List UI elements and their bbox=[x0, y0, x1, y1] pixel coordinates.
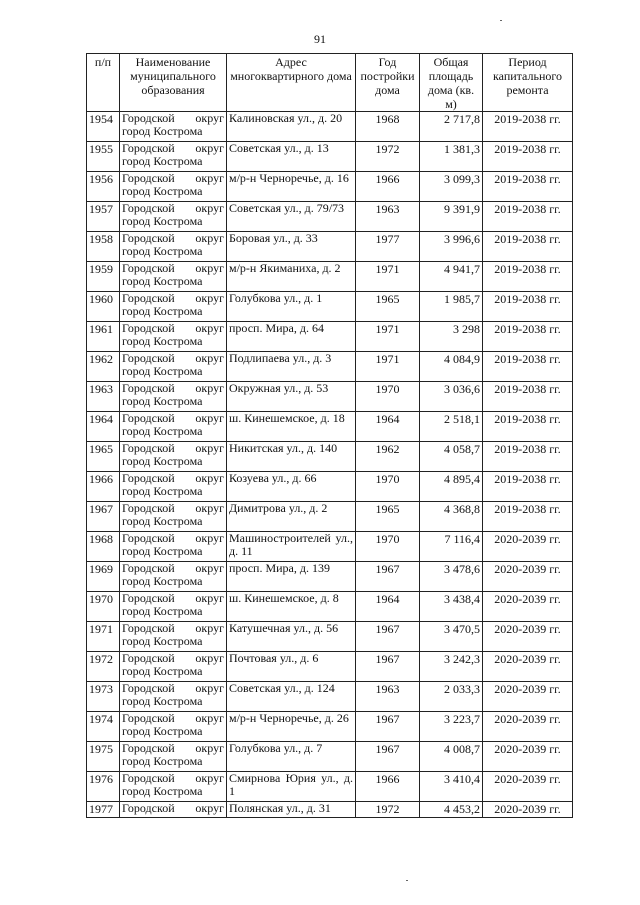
muni-city: город Кострома bbox=[122, 364, 203, 378]
muni-word-1: Городской bbox=[122, 771, 175, 785]
row-period: 2020-2039 гг. bbox=[483, 712, 573, 742]
muni-word-2: округ bbox=[195, 141, 224, 155]
muni-word-2: округ bbox=[195, 201, 224, 215]
muni-word-1: Городской bbox=[122, 441, 175, 455]
row-year: 1970 bbox=[356, 532, 420, 562]
row-number: 1964 bbox=[87, 412, 120, 442]
table-row bbox=[87, 742, 573, 772]
row-municipality bbox=[120, 322, 227, 352]
row-address: м/р-н Черноречье, д. 26 bbox=[227, 712, 356, 742]
row-area: 4 084,9 bbox=[420, 352, 483, 382]
row-year: 1964 bbox=[356, 592, 420, 622]
table-row bbox=[87, 712, 573, 742]
page-number: 91 bbox=[314, 32, 326, 46]
row-year: 1977 bbox=[356, 232, 420, 262]
table-body bbox=[87, 112, 573, 818]
row-municipality bbox=[120, 502, 227, 532]
row-year: 1970 bbox=[356, 382, 420, 412]
row-year: 1967 bbox=[356, 712, 420, 742]
row-number: 1973 bbox=[87, 682, 120, 712]
muni-word-1: Городской bbox=[122, 741, 175, 755]
row-municipality bbox=[120, 202, 227, 232]
row-period: 2020-2039 гг. bbox=[483, 592, 573, 622]
muni-word-1: Городской bbox=[122, 111, 175, 125]
muni-city: город Кострома bbox=[122, 724, 203, 738]
muni-city: город Кострома bbox=[122, 184, 203, 198]
row-year: 1964 bbox=[356, 412, 420, 442]
row-address: Советская ул., д. 13 bbox=[227, 142, 356, 172]
table-row bbox=[87, 802, 573, 818]
muni-city: город Кострома bbox=[122, 784, 203, 798]
row-area: 3 996,6 bbox=[420, 232, 483, 262]
table-row bbox=[87, 592, 573, 622]
row-number: 1971 bbox=[87, 622, 120, 652]
muni-word-2: округ bbox=[195, 801, 224, 815]
row-number: 1976 bbox=[87, 772, 120, 802]
table-row bbox=[87, 322, 573, 352]
muni-word-1: Городской bbox=[122, 261, 175, 275]
muni-word-1: Городской bbox=[122, 681, 175, 695]
row-number: 1974 bbox=[87, 712, 120, 742]
row-number: 1960 bbox=[87, 292, 120, 322]
muni-city: город Кострома bbox=[122, 454, 203, 468]
muni-word-2: округ bbox=[195, 531, 224, 545]
row-area: 7 116,4 bbox=[420, 532, 483, 562]
table-row bbox=[87, 142, 573, 172]
row-address: просп. Мира, д. 139 bbox=[227, 562, 356, 592]
muni-word-1: Городской bbox=[122, 171, 175, 185]
table-row bbox=[87, 622, 573, 652]
row-address: Советская ул., д. 124 bbox=[227, 682, 356, 712]
row-year: 1967 bbox=[356, 562, 420, 592]
row-municipality bbox=[120, 142, 227, 172]
row-period: 2020-2039 гг. bbox=[483, 802, 573, 818]
table-row bbox=[87, 292, 573, 322]
row-year: 1962 bbox=[356, 442, 420, 472]
row-number: 1968 bbox=[87, 532, 120, 562]
muni-word-1: Городской bbox=[122, 141, 175, 155]
row-area: 4 453,2 bbox=[420, 802, 483, 818]
muni-city: город Кострома bbox=[122, 694, 203, 708]
row-area: 4 008,7 bbox=[420, 742, 483, 772]
row-period: 2020-2039 гг. bbox=[483, 742, 573, 772]
muni-word-2: округ bbox=[195, 381, 224, 395]
header-municipality: Наименование муниципального образования bbox=[120, 54, 227, 112]
table-row bbox=[87, 412, 573, 442]
row-year: 1971 bbox=[356, 322, 420, 352]
table-row bbox=[87, 562, 573, 592]
row-municipality bbox=[120, 382, 227, 412]
row-address: просп. Мира, д. 64 bbox=[227, 322, 356, 352]
table-row bbox=[87, 652, 573, 682]
row-number: 1957 bbox=[87, 202, 120, 232]
row-number: 1958 bbox=[87, 232, 120, 262]
row-number: 1961 bbox=[87, 322, 120, 352]
row-period: 2020-2039 гг. bbox=[483, 532, 573, 562]
row-period: 2019-2038 гг. bbox=[483, 292, 573, 322]
row-year: 1967 bbox=[356, 742, 420, 772]
housing-registry-table bbox=[86, 53, 573, 818]
row-municipality bbox=[120, 232, 227, 262]
table-row bbox=[87, 502, 573, 532]
row-address: ш. Кинешемское, д. 18 bbox=[227, 412, 356, 442]
row-year: 1972 bbox=[356, 802, 420, 818]
row-year: 1963 bbox=[356, 202, 420, 232]
muni-word-2: округ bbox=[195, 711, 224, 725]
row-number: 1972 bbox=[87, 652, 120, 682]
row-year: 1965 bbox=[356, 292, 420, 322]
row-number: 1959 bbox=[87, 262, 120, 292]
muni-city: город Кострома bbox=[122, 244, 203, 258]
muni-word-1: Городской bbox=[122, 351, 175, 365]
row-area: 2 717,8 bbox=[420, 112, 483, 142]
row-area: 1 985,7 bbox=[420, 292, 483, 322]
muni-word-1: Городской bbox=[122, 321, 175, 335]
row-period: 2019-2038 гг. bbox=[483, 382, 573, 412]
muni-city: город Кострома bbox=[122, 574, 203, 588]
scan-speck bbox=[406, 880, 408, 881]
row-number: 1963 bbox=[87, 382, 120, 412]
muni-word-2: округ bbox=[195, 741, 224, 755]
row-area: 4 368,8 bbox=[420, 502, 483, 532]
row-period: 2019-2038 гг. bbox=[483, 262, 573, 292]
table-row bbox=[87, 382, 573, 412]
row-period: 2019-2038 гг. bbox=[483, 112, 573, 142]
row-address: Катушечная ул., д. 56 bbox=[227, 622, 356, 652]
row-address: Калиновская ул., д. 20 bbox=[227, 112, 356, 142]
row-number: 1966 bbox=[87, 472, 120, 502]
muni-word-2: округ bbox=[195, 291, 224, 305]
muni-city: город Кострома bbox=[122, 604, 203, 618]
row-address: Голубкова ул., д. 1 bbox=[227, 292, 356, 322]
table-row bbox=[87, 352, 573, 382]
muni-word-2: округ bbox=[195, 771, 224, 785]
row-address: Подлипаева ул., д. 3 bbox=[227, 352, 356, 382]
row-address: Козуева ул., д. 66 bbox=[227, 472, 356, 502]
row-municipality bbox=[120, 592, 227, 622]
row-period: 2020-2039 гг. bbox=[483, 622, 573, 652]
row-area: 3 438,4 bbox=[420, 592, 483, 622]
muni-city: город Кострома bbox=[122, 634, 203, 648]
muni-city: город Кострома bbox=[122, 424, 203, 438]
row-municipality bbox=[120, 652, 227, 682]
row-municipality bbox=[120, 472, 227, 502]
muni-city: город Кострома bbox=[122, 394, 203, 408]
muni-word-1: Городской bbox=[122, 501, 175, 515]
row-area: 4 895,4 bbox=[420, 472, 483, 502]
row-area: 3 478,6 bbox=[420, 562, 483, 592]
row-area: 3 410,4 bbox=[420, 772, 483, 802]
row-year: 1968 bbox=[356, 112, 420, 142]
row-year: 1965 bbox=[356, 502, 420, 532]
muni-word-1: Городской bbox=[122, 591, 175, 605]
table-row bbox=[87, 532, 573, 562]
muni-word-1: Городской bbox=[122, 561, 175, 575]
row-period: 2019-2038 гг. bbox=[483, 142, 573, 172]
muni-city: город Кострома bbox=[122, 274, 203, 288]
row-address: ш. Кинешемское, д. 8 bbox=[227, 592, 356, 622]
row-number: 1975 bbox=[87, 742, 120, 772]
row-municipality bbox=[120, 292, 227, 322]
row-municipality bbox=[120, 412, 227, 442]
table-row bbox=[87, 472, 573, 502]
muni-word-2: округ bbox=[195, 501, 224, 515]
scan-speck bbox=[500, 20, 502, 21]
row-year: 1966 bbox=[356, 772, 420, 802]
row-year: 1972 bbox=[356, 142, 420, 172]
muni-word-1: Городской bbox=[122, 201, 175, 215]
muni-word-1: Городской bbox=[122, 801, 175, 815]
row-period: 2019-2038 гг. bbox=[483, 412, 573, 442]
row-address: Димитрова ул., д. 2 bbox=[227, 502, 356, 532]
row-area: 1 381,3 bbox=[420, 142, 483, 172]
row-municipality bbox=[120, 532, 227, 562]
row-period: 2019-2038 гг. bbox=[483, 322, 573, 352]
row-year: 1971 bbox=[356, 352, 420, 382]
row-area: 4 941,7 bbox=[420, 262, 483, 292]
muni-word-2: округ bbox=[195, 591, 224, 605]
row-year: 1970 bbox=[356, 472, 420, 502]
row-year: 1967 bbox=[356, 622, 420, 652]
muni-city: город Кострома bbox=[122, 754, 203, 768]
muni-city: город Кострома bbox=[122, 304, 203, 318]
muni-word-1: Городской bbox=[122, 651, 175, 665]
muni-city: город Кострома bbox=[122, 124, 203, 138]
muni-city: город Кострома bbox=[122, 514, 203, 528]
muni-word-2: округ bbox=[195, 681, 224, 695]
row-municipality bbox=[120, 712, 227, 742]
muni-word-2: округ bbox=[195, 351, 224, 365]
muni-word-1: Городской bbox=[122, 471, 175, 485]
muni-city: город Кострома bbox=[122, 334, 203, 348]
table-row bbox=[87, 442, 573, 472]
table-row bbox=[87, 682, 573, 712]
row-area: 4 058,7 bbox=[420, 442, 483, 472]
row-period: 2019-2038 гг. bbox=[483, 202, 573, 232]
row-number: 1965 bbox=[87, 442, 120, 472]
muni-word-2: округ bbox=[195, 621, 224, 635]
muni-city: город Кострома bbox=[122, 664, 203, 678]
row-municipality bbox=[120, 352, 227, 382]
muni-word-2: округ bbox=[195, 561, 224, 575]
row-address: м/р-н Черноречье, д. 16 bbox=[227, 172, 356, 202]
row-municipality bbox=[120, 772, 227, 802]
muni-word-2: округ bbox=[195, 111, 224, 125]
row-address: Смирнова Юрия ул., д. 1 bbox=[227, 772, 356, 802]
muni-word-1: Городской bbox=[122, 231, 175, 245]
row-period: 2020-2039 гг. bbox=[483, 652, 573, 682]
row-period: 2020-2039 гг. bbox=[483, 772, 573, 802]
row-address: Советская ул., д. 79/73 bbox=[227, 202, 356, 232]
muni-word-2: округ bbox=[195, 231, 224, 245]
muni-word-1: Городской bbox=[122, 531, 175, 545]
row-address: Почтовая ул., д. 6 bbox=[227, 652, 356, 682]
row-address: Машиностроителей ул., д. 11 bbox=[227, 532, 356, 562]
table-row bbox=[87, 202, 573, 232]
muni-word-1: Городской bbox=[122, 291, 175, 305]
row-municipality bbox=[120, 442, 227, 472]
row-area: 3 470,5 bbox=[420, 622, 483, 652]
muni-word-1: Городской bbox=[122, 381, 175, 395]
header-period: Период капитального ремонта bbox=[483, 54, 573, 112]
row-municipality bbox=[120, 112, 227, 142]
table-row bbox=[87, 232, 573, 262]
table-row bbox=[87, 112, 573, 142]
muni-city: город Кострома bbox=[122, 214, 203, 228]
row-municipality bbox=[120, 622, 227, 652]
row-area: 2 033,3 bbox=[420, 682, 483, 712]
row-municipality bbox=[120, 682, 227, 712]
row-area: 3 036,6 bbox=[420, 382, 483, 412]
row-address: Боровая ул., д. 33 bbox=[227, 232, 356, 262]
row-year: 1963 bbox=[356, 682, 420, 712]
row-number: 1962 bbox=[87, 352, 120, 382]
row-period: 2019-2038 гг. bbox=[483, 472, 573, 502]
muni-word-2: округ bbox=[195, 171, 224, 185]
row-period: 2020-2039 гг. bbox=[483, 682, 573, 712]
header-area: Общая площадь дома (кв. м) bbox=[420, 54, 483, 112]
muni-word-2: округ bbox=[195, 411, 224, 425]
row-area: 3 298 bbox=[420, 322, 483, 352]
muni-word-1: Городской bbox=[122, 411, 175, 425]
header-year: Год постройки дома bbox=[356, 54, 420, 112]
row-area: 3 223,7 bbox=[420, 712, 483, 742]
table-row bbox=[87, 172, 573, 202]
row-municipality bbox=[120, 562, 227, 592]
muni-word-2: округ bbox=[195, 471, 224, 485]
row-period: 2019-2038 гг. bbox=[483, 232, 573, 262]
row-municipality bbox=[120, 262, 227, 292]
muni-city: город Кострома bbox=[122, 154, 203, 168]
muni-city: город Кострома bbox=[122, 544, 203, 558]
row-year: 1966 bbox=[356, 172, 420, 202]
muni-word-1: Городской bbox=[122, 711, 175, 725]
row-period: 2019-2038 гг. bbox=[483, 442, 573, 472]
row-address: м/р-н Якиманиха, д. 2 bbox=[227, 262, 356, 292]
row-municipality bbox=[120, 802, 227, 818]
row-number: 1956 bbox=[87, 172, 120, 202]
muni-word-2: округ bbox=[195, 261, 224, 275]
row-municipality bbox=[120, 172, 227, 202]
row-number: 1967 bbox=[87, 502, 120, 532]
row-area: 3 242,3 bbox=[420, 652, 483, 682]
row-address: Полянская ул., д. 31 bbox=[227, 802, 356, 818]
row-address: Никитская ул., д. 140 bbox=[227, 442, 356, 472]
muni-word-2: округ bbox=[195, 651, 224, 665]
table-row bbox=[87, 772, 573, 802]
row-period: 2019-2038 гг. bbox=[483, 352, 573, 382]
row-address: Голубкова ул., д. 7 bbox=[227, 742, 356, 772]
muni-city: город Кострома bbox=[122, 484, 203, 498]
row-number: 1955 bbox=[87, 142, 120, 172]
muni-word-1: Городской bbox=[122, 621, 175, 635]
header-num: п/п bbox=[87, 54, 120, 112]
muni-word-2: округ bbox=[195, 321, 224, 335]
row-period: 2020-2039 гг. bbox=[483, 562, 573, 592]
row-period: 2019-2038 гг. bbox=[483, 502, 573, 532]
row-period: 2019-2038 гг. bbox=[483, 172, 573, 202]
row-area: 2 518,1 bbox=[420, 412, 483, 442]
header-address: Адрес многоквартирного дома bbox=[227, 54, 356, 112]
row-number: 1970 bbox=[87, 592, 120, 622]
row-municipality bbox=[120, 742, 227, 772]
row-year: 1967 bbox=[356, 652, 420, 682]
row-address: Окружная ул., д. 53 bbox=[227, 382, 356, 412]
row-number: 1969 bbox=[87, 562, 120, 592]
table-header-row bbox=[87, 54, 573, 112]
row-area: 9 391,9 bbox=[420, 202, 483, 232]
muni-word-2: округ bbox=[195, 441, 224, 455]
row-year: 1971 bbox=[356, 262, 420, 292]
row-area: 3 099,3 bbox=[420, 172, 483, 202]
row-number: 1977 bbox=[87, 802, 120, 818]
table-row bbox=[87, 262, 573, 292]
row-number: 1954 bbox=[87, 112, 120, 142]
